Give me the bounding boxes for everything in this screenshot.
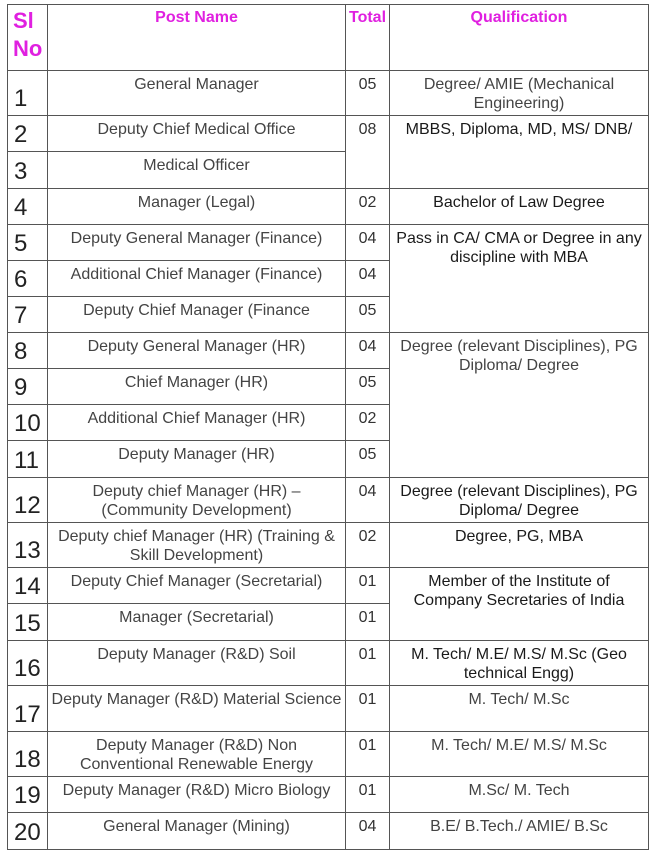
qualification: Degree, PG, MBA [390, 523, 649, 568]
post-name: Deputy Chief Manager (Finance [48, 297, 346, 333]
total-count: 01 [346, 686, 390, 732]
total-count: 04 [346, 813, 390, 850]
total-count: 04 [346, 225, 390, 261]
post-name: Deputy General Manager (HR) [48, 333, 346, 369]
post-name: Deputy General Manager (Finance) [48, 225, 346, 261]
post-name: Chief Manager (HR) [48, 369, 346, 405]
qualification: M. Tech/ M.E/ M.S/ M.Sc (Geo technical Engg) [390, 641, 649, 686]
qualification: Degree/ AMIE (Mechanical Engineering) [390, 71, 649, 116]
header-post-name: Post Name [48, 5, 346, 71]
total-count: 01 [346, 641, 390, 686]
post-name: Deputy chief Manager (HR) – (Community Development) [48, 478, 346, 523]
total-count: 05 [346, 369, 390, 405]
qualification: M. Tech/ M.Sc [390, 686, 649, 732]
post-name: Manager (Secretarial) [48, 604, 346, 641]
sl-number: 2 [8, 116, 48, 152]
qualification: M. Tech/ M.E/ M.S/ M.Sc [390, 732, 649, 777]
total-count: 02 [346, 189, 390, 225]
total-count: 01 [346, 568, 390, 604]
post-name: Additional Chief Manager (HR) [48, 405, 346, 441]
sl-number: 4 [8, 189, 48, 225]
total-count: 01 [346, 604, 390, 641]
table-row [8, 71, 649, 116]
sl-number: 1 [8, 71, 48, 116]
table-row [8, 686, 649, 732]
total-count: 05 [346, 71, 390, 116]
sl-number: 9 [8, 369, 48, 405]
total-count: 05 [346, 297, 390, 333]
sl-number: 19 [8, 777, 48, 813]
qualification: Pass in CA/ CMA or Degree in any discipline with MBA [390, 225, 649, 333]
sl-number: 16 [8, 641, 48, 686]
post-name: Deputy Manager (R&D) Soil [48, 641, 346, 686]
qualification: Degree (relevant Disciplines), PG Diploma/ Degree [390, 333, 649, 478]
post-name: Deputy Manager (R&D) Material Science [48, 686, 346, 732]
table-row [8, 568, 649, 604]
total-count: 05 [346, 441, 390, 478]
sl-number: 8 [8, 333, 48, 369]
post-name: General Manager [48, 71, 346, 116]
total-count: 04 [346, 261, 390, 297]
qualification: Bachelor of Law Degree [390, 189, 649, 225]
sl-number: 11 [8, 441, 48, 478]
sl-number: 14 [8, 568, 48, 604]
total-count: 01 [346, 732, 390, 777]
total-count: 08 [346, 116, 390, 189]
post-name: Deputy chief Manager (HR) (Training & Skill Development) [48, 523, 346, 568]
table-row [8, 333, 649, 369]
post-name: Deputy Manager (R&D) Micro Biology [48, 777, 346, 813]
post-name: Medical Officer [48, 152, 346, 189]
sl-number: 10 [8, 405, 48, 441]
qualification: Degree (relevant Disciplines), PG Diploma/ Degree [390, 478, 649, 523]
total-count: 02 [346, 405, 390, 441]
table-row [8, 116, 649, 152]
post-name: General Manager (Mining) [48, 813, 346, 850]
sl-number: 18 [8, 732, 48, 777]
sl-number: 5 [8, 225, 48, 261]
sl-number: 20 [8, 813, 48, 850]
sl-number: 7 [8, 297, 48, 333]
total-count: 04 [346, 333, 390, 369]
sl-number: 12 [8, 478, 48, 523]
qualification: Member of the Institute of Company Secretaries of India [390, 568, 649, 641]
table-row [8, 777, 649, 813]
sl-number: 17 [8, 686, 48, 732]
post-name: Deputy Chief Manager (Secretarial) [48, 568, 346, 604]
header-row [8, 5, 649, 71]
post-name: Manager (Legal) [48, 189, 346, 225]
qualification: M.Sc/ M. Tech [390, 777, 649, 813]
table-row [8, 225, 649, 261]
total-count: 04 [346, 478, 390, 523]
recruitment-table [7, 4, 649, 850]
table-row [8, 813, 649, 850]
post-name: Deputy Manager (R&D) Non Conventional Renewable Energy [48, 732, 346, 777]
qualification: MBBS, Diploma, MD, MS/ DNB/ [390, 116, 649, 189]
header-sl: Sl No [8, 5, 48, 71]
header-qualification: Qualification [390, 5, 649, 71]
table-row [8, 478, 649, 523]
sl-number: 6 [8, 261, 48, 297]
post-name: Deputy Chief Medical Office [48, 116, 346, 152]
sl-number: 15 [8, 604, 48, 641]
table-row [8, 189, 649, 225]
sl-number: 3 [8, 152, 48, 189]
header-total: Total [346, 5, 390, 71]
post-name: Additional Chief Manager (Finance) [48, 261, 346, 297]
sl-number: 13 [8, 523, 48, 568]
post-name: Deputy Manager (HR) [48, 441, 346, 478]
total-count: 02 [346, 523, 390, 568]
table-row [8, 523, 649, 568]
qualification: B.E/ B.Tech./ AMIE/ B.Sc [390, 813, 649, 850]
table-row [8, 732, 649, 777]
table-row [8, 641, 649, 686]
total-count: 01 [346, 777, 390, 813]
